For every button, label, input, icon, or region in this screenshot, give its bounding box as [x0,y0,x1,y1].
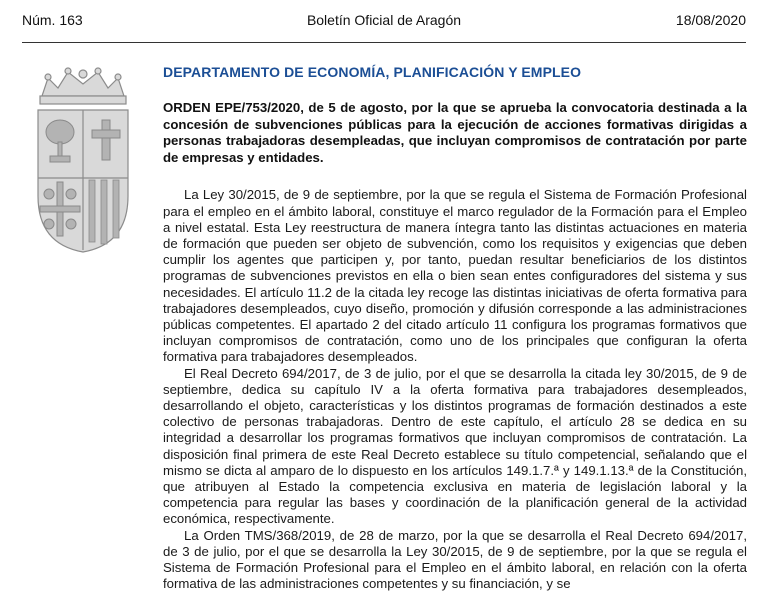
department-heading: DEPARTAMENTO DE ECONOMÍA, PLANIFICACIÓN Y EMPLEO [163,64,582,80]
order-title: ORDEN EPE/753/2020, de 5 de agosto, por la que se aprueba la convocatoria destinada a la concesión de subvenciones públicas para la ejecución de acciones formativas dirigidas a personas trabajadoras desempleadas, que incluyan compromisos de contratación por parte de empresas y entidades. [163,100,747,165]
publication-date: 18/08/2020 [675,12,746,28]
issue-number: Núm. 163 [22,12,83,28]
coat-of-arms-aragon-icon [28,66,138,256]
paragraph: La Orden TMS/368/2019, de 28 de marzo, por la que se desarrolla el Real Decreto 694/2017, de 3 de julio, por el que se desarrolla la Ley 30/2015, de 9 de septiembre, por la que se regula el Sistema de Formación Profesional para el Empleo en el ámbito laboral, en relación con la oferta formativa de las administraciones competentes y su financiación, y se [163,527,747,592]
header-rule [22,42,746,43]
paragraph: El Real Decreto 694/2017, de 3 de julio, por el que se desarrolla la citada ley 30/2015, de 9 de septiembre, dedica su capítulo IV a la oferta formativa para trabajadores desempleados, desarrollando el objeto, características y los distintos programas de formación destinados a este colectivo de personas trabajadoras. Dentro de este capítulo, el artículo 28 se dedica en su integridad a desarrollar los programas formativos que incluyan compromisos de contratación. La disposición final primera de este Real Decreto establece su título competencial, señalando que el mismo se dicta al amparo de lo dispuesto en los artículos 149.1.7.ª y 149.1.13.ª de la Constitución, que atribuyen al Estado la competencia exclusiva en materia de legislación laboral y la competencia para regular las bases y coordinación de la planificación general de la actividad económica, respectivamente. [163,365,747,527]
document-body [163,64,747,592]
page-header [22,12,746,34]
paragraph: La Ley 30/2015, de 9 de septiembre, por la que se regula el Sistema de Formación Profesional para el empleo en el ámbito laboral, constituye el marco regulador de la Formación para el Empleo a nivel estatal. Esta Ley reestructura de manera íntegra tanto las distintas actuaciones en materia de formación que pueden ser objeto de subvención, como los requisitos y exigencias que deben cumplir los agentes que participen y, por tanto, puedan resultar beneficiarios de los distintos programas de subvenciones previstos en ella o bien sean entes configuradores del sistema y sus necesidades. El artículo 11.2 de la citada ley recoge las distintas iniciativas de oferta formativa para trabajadores desempleados, cuyo diseño, promoción y difusión corresponde a las administraciones públicas competentes. El apartado 2 del citado artículo 11 configura los programas formativos que incluyan compromisos de contratación, como uno de los principales que configuran la oferta formativa para trabajadores desempleados. [163,187,747,365]
publication-title: Boletín Oficial de Aragón [306,12,462,28]
